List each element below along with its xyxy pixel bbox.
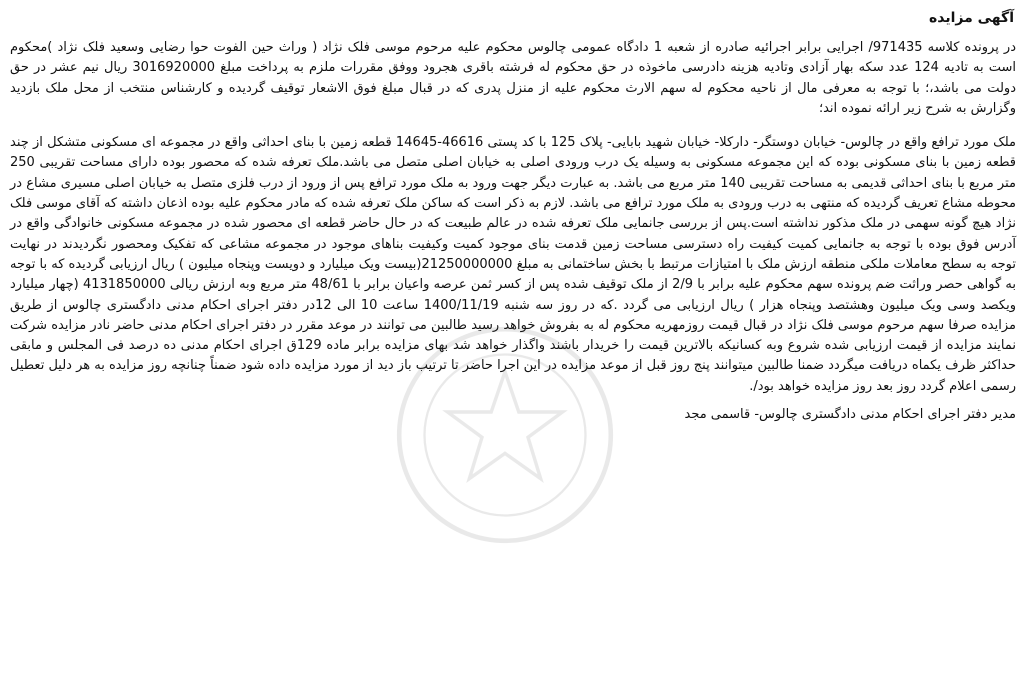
notice-signature: مدیر دفتر اجرای احکام مدنی دادگستری چالوس- قاسمی مجد xyxy=(684,407,1016,423)
notice-paragraph-case: در پرونده کلاسه 971435/ اجرایی برابر اجرائیه صادره از شعبه 1 دادگاه عمومی چالوس محکوم علیه مرحوم موسی فلک نژاد ( وراث حین الفوت حوا رضایی وسعید فلک نژاد )محکوم است به تادیه 124 عدد سکه بهار آزادی وتادیه هزینه دادرسی ماخوذه در حق محکوم له فرشته باقری هجرود ووفق مقررات ملزم به پرداخت مبلغ 3016920000 ریال نیم عشر در حق دولت می باشد،؛ با توجه به معرفی مال از ناحیه محکوم له سهم الارث محکوم علیه از منزل پدری که در قبال مبلغ فوق الاشعار توقیف گردیده و کارشناس منتخب از محل ملک بازدید وگزارش به شرح زیر ارائه نموده اند؛ xyxy=(10,40,1017,116)
notice-paragraph-property: ملک مورد ترافع واقع در چالوس- خیابان دوستگر- دارکلا- خیابان شهید بابایی- پلاک 125 با کد پستی 46616-14645 قطعه زمین با بنای احداثی واقع در مجموعه ای مسکونی متشکل از چند قطعه زمین با بنای مسکونی بوده که این مجموعه مسکونی به وسیله یک درب ورودی اصلی به خیابان اصلی متصل می باشد.ملک تعرفه شده که محصور بوده دارای مساحت تقریبی 250 متر مربع با بنای احداثی قدیمی به مساحت تقریبی 140 متر مربع می باشد. به عبارت دیگر جهت ورود به ملک مورد ترافع پس از ورود از درب فلزی متصل به خیابان اصلی مسیری مشاع در محوطه مشاع تعریف گردیده که منتهی به درب ورودی به ملک مورد ترافع می باشد. لازم به ذکر است که ساکن ملک تعرفه شده که مادر محکوم علیه بوده اذعان داشته که آقای موسی فلک نژاد هیچ گونه سهمی در ملک مذکور نداشته است.پس از بررسی جانمایی ملک تعرفه شده در عالم طبیعت که در حال حاضر قطعه ای محصور شده در مجموعه مسکونی خانوادگی واقع در آدرس فوق بوده با توجه به جانمایی کمیت کیفیت راه دسترسی مساحت زمین قدمت بنای موجود کمیت وکیفیت بناهای موجود در مجموعه مشاعی که تفکیک ومحصور نگردیدند در نهایت توجه به سطح معاملات ملکی منطقه ارزش ملک با امتیازات مرتبط با بخش ساختمانی به مبلغ 21250000000(بیست ویک میلیارد و دویست وپنجاه میلیون ) ریال ارزیابی گردیده که با توجه به گواهی حصر وراثت ضم پرونده سهم محکوم علیه برابر با 2/9 از ملک توقیف شده پس از کسر ثمن عرصه واعیان برابر با 48/61 متر مربع وبه ارزش ریالی 4131850000 (چهار میلیارد ویکصد وسی ویک میلیون وهشتصد وپنجاه هزار ) ریال ارزیابی می گردد .که در روز سه شنبه 1400/11/19 ساعت 10 الی 12در دفتر اجرای احکام مدنی دادگستری چالوس از طریق مزایده صرفا سهم مرحوم موسی فلک نژاد در قبال قیمت روزمهریه محکوم له به بفروش خواهد رسید طالبین می توانند در موعد مقرر در دفتر اجرای احکام مدنی حاضر نادر مزایده شرکت نمایند مزایده از قیمت ارزیابی شده شروع وبه کسانیکه بالاترین قیمت را خریدار باشند واگذار خواهد شد بهای مزایده برابر ماده 129ق اجرای احکام مدنی ده درصد فی المجلس و مابقی حداکثر ظرف یکماه دریافت میگردد ضمنا طالبین میتوانند پنج روز قبل از موعد مزایده در این اجرا حاضر تا ترتیب باز دید از مورد مزایده داده شود ضمناً چنانچه روز مزایده به هر دلیل تعطیل رسمی اعلام گردد روز بعد روز مزایده خواهد بود/. xyxy=(10,135,1017,394)
notice-title: آگهی مزایده xyxy=(928,10,1014,26)
